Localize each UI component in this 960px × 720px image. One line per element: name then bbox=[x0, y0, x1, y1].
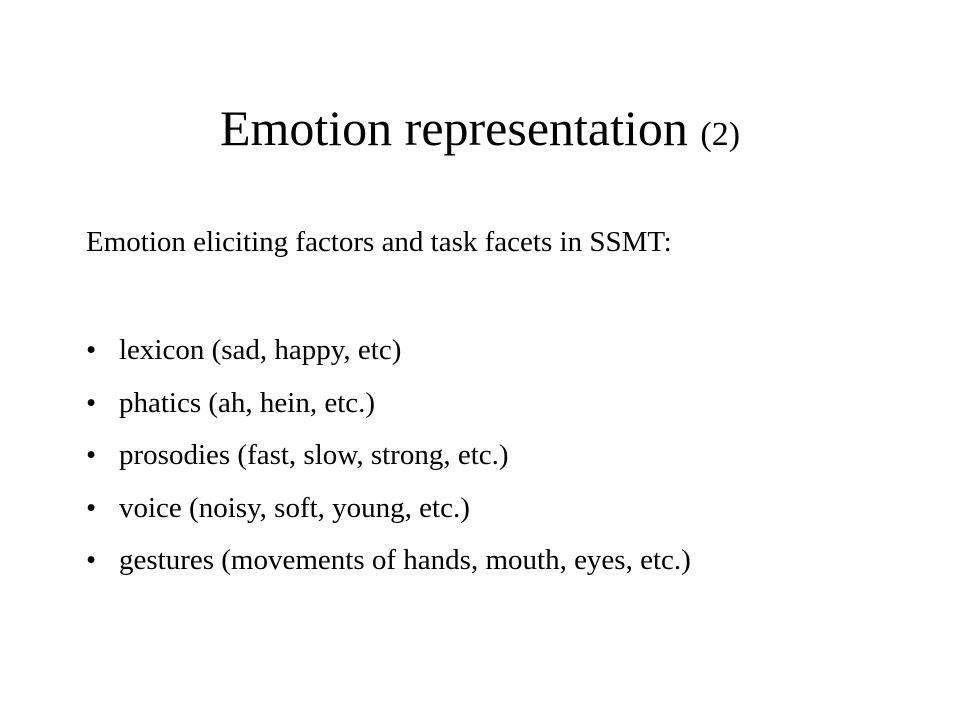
intro-text: Emotion eliciting factors and task facets in SSMT: bbox=[86, 226, 672, 258]
slide-title bbox=[0, 98, 960, 165]
bullet-text: phatics (ah, hein, etc.) bbox=[119, 386, 376, 419]
bullet-item bbox=[86, 330, 691, 383]
bullet-text: prosodies (fast, slow, strong, etc.) bbox=[119, 439, 509, 471]
bullet-item bbox=[86, 435, 691, 488]
bullet-item bbox=[86, 540, 691, 593]
bullet-item bbox=[86, 383, 691, 436]
slide-title-suffix: (2) bbox=[700, 116, 741, 153]
bullet-icon: • bbox=[86, 544, 97, 576]
bullet-text: lexicon (sad, happy, etc) bbox=[119, 334, 402, 366]
bullet-text: gestures (movements of hands, mouth, eyes, etc.) bbox=[119, 544, 691, 576]
bullet-item bbox=[86, 488, 691, 541]
bullet-icon: • bbox=[86, 334, 97, 366]
bullet-list bbox=[86, 330, 691, 593]
slide-title-text: Emotion representation bbox=[219, 100, 688, 156]
bullet-text: voice (noisy, soft, young, etc.) bbox=[119, 491, 470, 524]
bullet-icon: • bbox=[86, 386, 97, 419]
bullet-icon: • bbox=[86, 439, 97, 471]
bullet-icon: • bbox=[86, 491, 97, 524]
